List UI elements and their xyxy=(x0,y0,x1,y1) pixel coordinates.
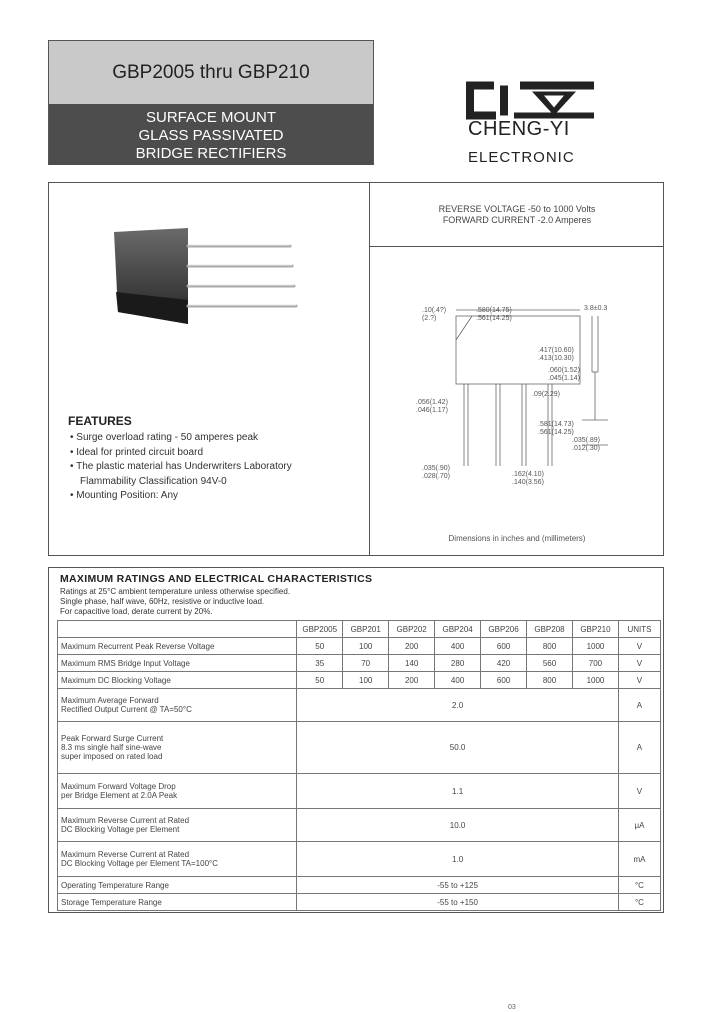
table-row xyxy=(58,638,661,655)
value-cell: 1.0 xyxy=(297,842,619,877)
panel-divider xyxy=(369,246,664,247)
table-row xyxy=(58,655,661,672)
dimension-label: .413(10.30) xyxy=(538,355,574,362)
parameter-label: Maximum Average Forward Rectified Output Current @ TA=50°C xyxy=(58,689,297,722)
unit-cell: V xyxy=(618,638,660,655)
dimension-label: .060(1.52) xyxy=(548,367,580,374)
company-name: CHENG-YI xyxy=(468,118,570,140)
value-cell: 800 xyxy=(527,672,573,689)
feature-item: • Mounting Position: Any xyxy=(70,490,179,501)
unit-cell: V xyxy=(618,774,660,809)
dimension-label: .417(10.60) xyxy=(538,347,574,354)
dimension-label: .056(1.42) xyxy=(416,399,448,406)
value-cell: 400 xyxy=(435,638,481,655)
unit-cell: °C xyxy=(618,894,660,911)
product-subtitle xyxy=(49,104,373,165)
subtitle-line: GLASS PASSIVATED xyxy=(138,127,284,144)
value-cell: 700 xyxy=(572,655,618,672)
dimension-label: .561(14.25) xyxy=(538,429,574,436)
dimension-label: .035(.90) xyxy=(422,465,451,472)
dimension-label: (2.?) xyxy=(422,315,437,322)
ratings-note: Single phase, half wave, 60Hz, resistive or inductive load. xyxy=(60,597,265,606)
table-row xyxy=(58,774,661,809)
value-cell: 420 xyxy=(481,655,527,672)
value-cell: 10.0 xyxy=(297,809,619,842)
reverse-voltage-summary: REVERSE VOLTAGE -50 to 1000 Volts xyxy=(438,204,596,214)
value-cell: 1000 xyxy=(572,672,618,689)
value-cell: 600 xyxy=(481,672,527,689)
header-cell: GBP201 xyxy=(343,621,389,638)
ratings-note: For capacitive load, derate current by 20%. xyxy=(60,607,213,616)
unit-cell: μA xyxy=(618,809,660,842)
page-number: 03 xyxy=(508,1004,516,1011)
company-subname: ELECTRONIC xyxy=(468,149,575,166)
header-cell: GBP210 xyxy=(572,621,618,638)
table-row xyxy=(58,842,661,877)
panel-divider xyxy=(369,182,370,556)
ratings-table xyxy=(57,620,661,911)
value-cell: 800 xyxy=(527,638,573,655)
dimension-label: .10(.4?) xyxy=(422,307,447,314)
dimension-label: .140(3.56) xyxy=(512,479,544,486)
value-cell: -55 to +150 xyxy=(297,894,619,911)
value-cell: 1.1 xyxy=(297,774,619,809)
parameter-label: Peak Forward Surge Current 8.3 ms single half sine-wave super imposed on rated load xyxy=(58,722,297,774)
dimension-label: .580(14.75) xyxy=(476,307,512,314)
dimension-label: .045(1.14) xyxy=(548,375,580,382)
ratings-summary xyxy=(370,204,664,226)
unit-cell: mA xyxy=(618,842,660,877)
parameter-label: Maximum Reverse Current at Rated DC Blocking Voltage per Element TA=100°C xyxy=(58,842,297,877)
parameter-label: Maximum Forward Voltage Drop per Bridge Element at 2.0A Peak xyxy=(58,774,297,809)
product-title: GBP2005 thru GBP210 xyxy=(49,41,373,104)
value-cell: 2.0 xyxy=(297,689,619,722)
dimension-note: Dimensions in inches and (millimeters) xyxy=(448,534,586,543)
value-cell: 200 xyxy=(389,638,435,655)
table-row xyxy=(58,672,661,689)
header-cell xyxy=(58,621,297,638)
dimension-label: .581(14.73) xyxy=(538,421,574,428)
header-cell: GBP208 xyxy=(527,621,573,638)
unit-cell: °C xyxy=(618,877,660,894)
feature-item: • Ideal for printed circuit board xyxy=(70,446,204,458)
header-cell: GBP204 xyxy=(435,621,481,638)
dimension-label: .162(4.10) xyxy=(512,471,544,478)
ratings-table-body xyxy=(58,638,661,911)
table-row xyxy=(58,894,661,911)
table-header-row xyxy=(58,621,661,638)
value-cell: 50.0 xyxy=(297,722,619,774)
ratings-heading: MAXIMUM RATINGS AND ELECTRICAL CHARACTERISTICS xyxy=(60,573,373,585)
features-list xyxy=(70,431,292,504)
value-cell: -55 to +125 xyxy=(297,877,619,894)
value-cell: 50 xyxy=(297,672,343,689)
ratings-note: Ratings at 25°C ambient temperature unless otherwise specified. xyxy=(60,587,290,596)
title-block xyxy=(48,40,374,165)
header-cell: UNITS xyxy=(618,621,660,638)
unit-cell: A xyxy=(618,689,660,722)
forward-current-summary: FORWARD CURRENT -2.0 Amperes xyxy=(442,215,592,225)
parameter-label: Maximum Recurrent Peak Reverse Voltage xyxy=(58,638,297,655)
value-cell: 140 xyxy=(389,655,435,672)
table-row xyxy=(58,877,661,894)
dimension-label: .09(2.29) xyxy=(532,391,561,398)
value-cell: 400 xyxy=(435,672,481,689)
parameter-label: Maximum DC Blocking Voltage xyxy=(58,672,297,689)
table-row xyxy=(58,722,661,774)
unit-cell: A xyxy=(618,722,660,774)
dimension-label: 3.8±0.3 xyxy=(584,305,608,312)
feature-item: Flammability Classification 94V-0 xyxy=(80,475,227,487)
feature-item: • The plastic material has Underwriters Laboratory xyxy=(70,461,292,472)
table-row xyxy=(58,689,661,722)
value-cell: 280 xyxy=(435,655,481,672)
value-cell: 200 xyxy=(389,672,435,689)
value-cell: 70 xyxy=(343,655,389,672)
subtitle-line: BRIDGE RECTIFIERS xyxy=(135,145,287,162)
dimension-label: .046(1.17) xyxy=(416,407,448,414)
dimension-label: .561(14.25) xyxy=(476,315,512,322)
dimension-label: .035(.89) xyxy=(572,437,601,444)
dimension-label: .028(.70) xyxy=(422,473,451,480)
value-cell: 35 xyxy=(297,655,343,672)
header-cell: GBP202 xyxy=(389,621,435,638)
table-row xyxy=(58,809,661,842)
value-cell: 600 xyxy=(481,638,527,655)
dimension-label: .012(.30) xyxy=(572,445,601,452)
value-cell: 1000 xyxy=(572,638,618,655)
value-cell: 50 xyxy=(297,638,343,655)
features-heading: FEATURES xyxy=(68,414,132,428)
dimension-drawing xyxy=(412,300,652,495)
parameter-label: Maximum RMS Bridge Input Voltage xyxy=(58,655,297,672)
feature-item: • Surge overload rating - 50 amperes peak xyxy=(70,432,259,443)
header-cell: GBP2005 xyxy=(297,621,343,638)
unit-cell: V xyxy=(618,672,660,689)
parameter-label: Operating Temperature Range xyxy=(58,877,297,894)
parameter-label: Storage Temperature Range xyxy=(58,894,297,911)
parameter-label: Maximum Reverse Current at Rated DC Blocking Voltage per Element xyxy=(58,809,297,842)
value-cell: 560 xyxy=(527,655,573,672)
value-cell: 100 xyxy=(343,672,389,689)
header-cell: GBP206 xyxy=(481,621,527,638)
subtitle-line: SURFACE MOUNT xyxy=(145,109,276,126)
value-cell: 100 xyxy=(343,638,389,655)
bridge-rectifier-image xyxy=(108,226,304,328)
unit-cell: V xyxy=(618,655,660,672)
